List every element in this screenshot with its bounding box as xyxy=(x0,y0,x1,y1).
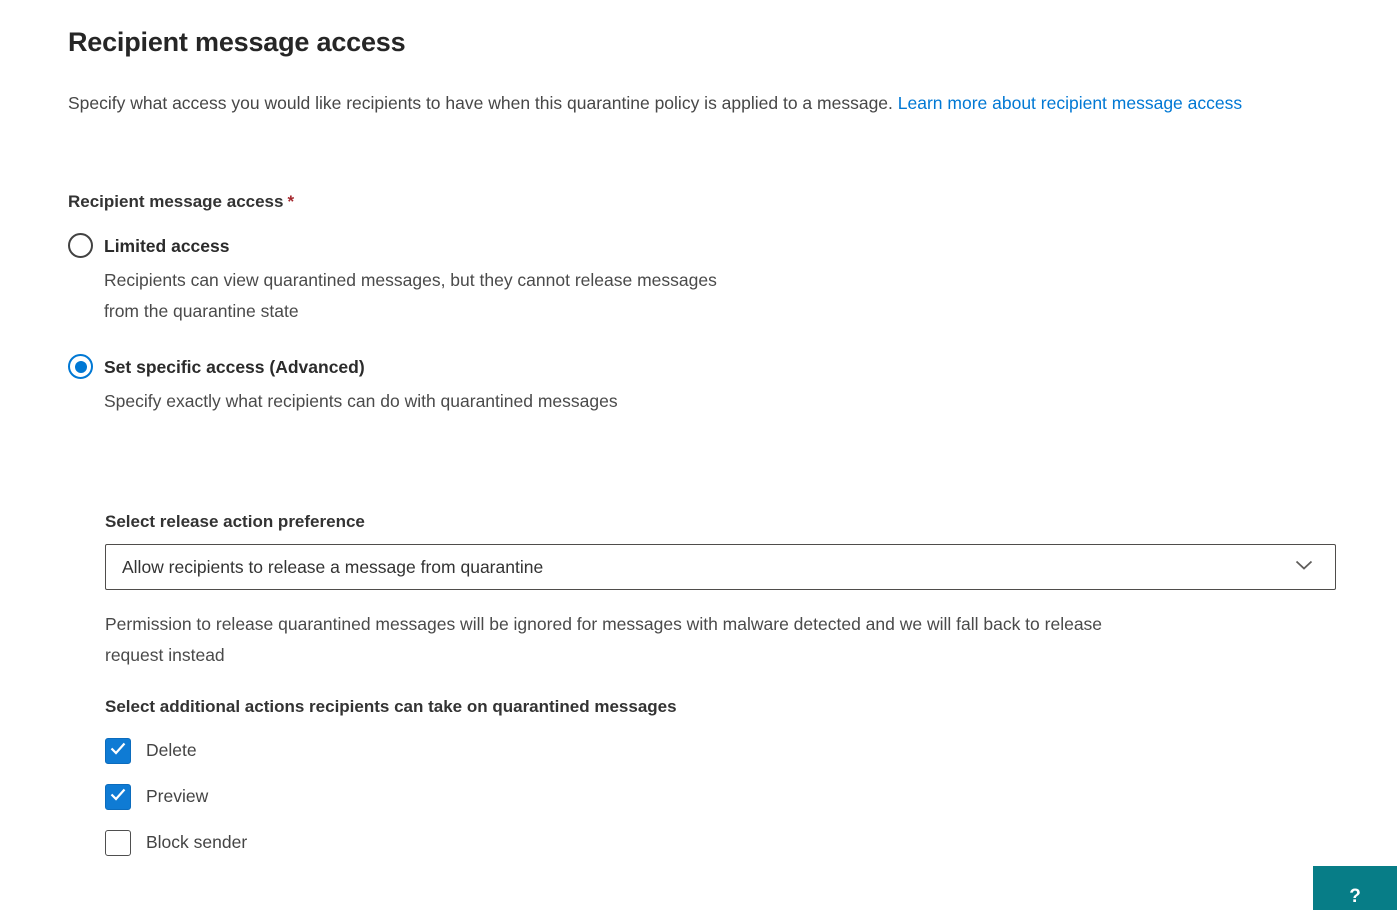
radio-limited-access-label: Limited access xyxy=(104,236,230,256)
radio-limited-access[interactable] xyxy=(68,233,93,258)
checkbox-row-delete[interactable] xyxy=(105,737,1336,764)
release-preference-label: Select release action preference xyxy=(105,512,365,531)
radio-option-set-specific-access[interactable] xyxy=(68,355,1336,417)
checkbox-row-block-sender[interactable] xyxy=(105,829,1336,856)
checkmark-icon xyxy=(110,742,126,760)
checkbox-preview[interactable] xyxy=(105,784,131,810)
checkbox-delete-label: Delete xyxy=(146,740,197,760)
access-field-label: Recipient message access * xyxy=(68,192,295,211)
checkbox-delete[interactable] xyxy=(105,738,131,764)
checkbox-block-sender-label: Block sender xyxy=(146,832,248,852)
release-preference-note: Permission to release quarantined messages will be ignored for messages with malware detected and we will fall back to release request instead xyxy=(105,614,1103,665)
checkmark-icon xyxy=(110,788,126,806)
intro-description: Specify what access you would like recipients to have when this quarantine policy is applied to a message. xyxy=(68,93,898,113)
checkbox-row-preview[interactable] xyxy=(105,783,1336,810)
required-marker: * xyxy=(287,192,295,211)
release-preference-selected-value: Allow recipients to release a message from quarantine xyxy=(122,556,544,577)
radio-option-limited-access[interactable] xyxy=(68,234,1336,327)
intro-text xyxy=(68,89,1336,117)
radio-set-specific-access-label: Set specific access (Advanced) xyxy=(104,357,365,377)
radio-set-specific-access[interactable] xyxy=(68,354,93,379)
advanced-access-section xyxy=(105,511,1336,856)
learn-more-link[interactable]: Learn more about recipient message access xyxy=(897,93,1243,113)
question-mark-icon: ? xyxy=(1349,886,1361,907)
checkbox-preview-label: Preview xyxy=(146,786,209,806)
additional-actions-label: Select additional actions recipients can take on quarantined messages xyxy=(105,697,677,716)
radio-limited-access-description: Recipients can view quarantined messages, but they cannot release messages from the quarantine state xyxy=(104,270,717,321)
help-button[interactable] xyxy=(1313,866,1397,910)
page-title: Recipient message access xyxy=(68,27,406,57)
release-preference-dropdown[interactable] xyxy=(105,544,1336,590)
checkbox-block-sender[interactable] xyxy=(105,830,131,856)
radio-set-specific-access-description: Specify exactly what recipients can do with quarantined messages xyxy=(104,391,618,411)
chevron-down-icon xyxy=(1295,558,1313,576)
